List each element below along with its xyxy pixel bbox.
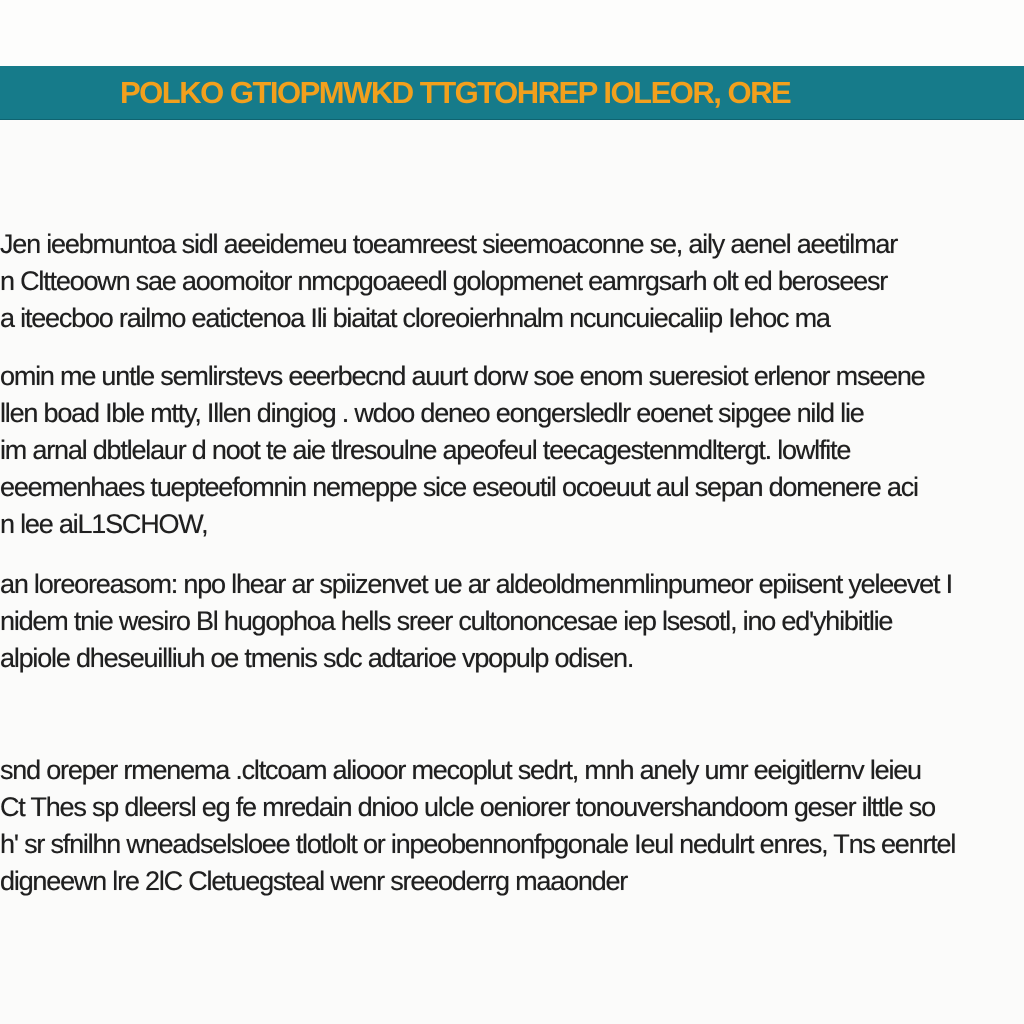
paragraph-line: nidem tnie wesiro Bl hugophoa hells sreer cultononcesae iep lsesotl, ino ed'yhibitlie bbox=[0, 606, 893, 636]
paragraph-line: omin me untle semlirstevs eeerbecnd auurt dorw soe enom sueresiot erlenor mseene bbox=[0, 361, 925, 391]
header-banner bbox=[0, 66, 1024, 120]
paragraph-1 bbox=[0, 226, 1024, 337]
paragraph-line: eeemenhaes tuepteefomnin nemeppe sice eseoutil ocoeuut aul sepan domenere aci bbox=[0, 472, 918, 502]
paragraph-line: snd oreper rmenema .cltcoam aliooor mecoplut sedrt, mnh anely umr eeigitlernv leieu bbox=[0, 755, 921, 785]
paragraph-line: alpiole dheseuilliuh oe tmenis sdc adtarioe vpopulp odisen. bbox=[0, 643, 634, 673]
banner-title: POLKO GTIOPMWKD TTGTOHREP IOLEOR, ORE bbox=[120, 77, 791, 109]
paragraph-line: im arnal dbtlelaur d noot te aie tlresoulne apeofeul teecagestenmdltergt. lowlfite bbox=[0, 435, 851, 465]
page-top-margin bbox=[0, 0, 1024, 66]
paragraph-4 bbox=[0, 752, 1024, 900]
paragraph-line: digneewn lre 2lC Cletuegsteal wenr sreeoderrg maaonder bbox=[0, 866, 628, 896]
paragraph-line: h' sr sfnilhn wneadselsloee tlotlolt or inpeobennonfpgonale Ieul nedulrt enres, Tns eenrtel bbox=[0, 829, 956, 859]
paragraph-line: an loreoreasom: npo lhear ar spiizenvet ue ar aldeoldmenmlinpumeor epiisent yeleevet I bbox=[0, 569, 952, 599]
paragraph-line: n lee aiL1SCHOW, bbox=[0, 509, 208, 539]
paragraph-line: n Cltteoown sae aoomoitor nmcpgoaeedl golopmenet eamrgsarh olt ed beroseesr bbox=[0, 266, 888, 296]
paragraph-line: a iteecboo railmo eatictenoa Ili biaitat cloreoierhnalm ncuncuiecaliip Iehoc ma bbox=[0, 303, 830, 333]
paragraph-line: Ct Thes sp dleersl eg fe mredain dnioo ulcle oeniorer tonouvershandoom geser ilttle so bbox=[0, 792, 935, 822]
paragraph-line: llen boad Ible mtty, Illen dingiog . wdoo deneo eongersledlr eoenet sipgee nild lie bbox=[0, 398, 864, 428]
paragraph-3 bbox=[0, 566, 1024, 677]
paragraph-line: Jen ieebmuntoa sidl aeeidemeu toeamreest sieemoaconne se, aily aenel aeetilmar bbox=[0, 229, 897, 259]
paragraph-2 bbox=[0, 358, 1024, 543]
